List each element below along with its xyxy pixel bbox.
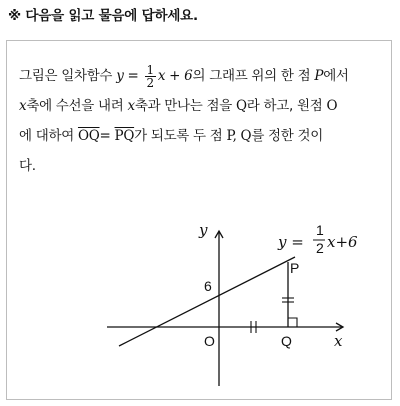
- graph-equation-denominator: 2: [316, 240, 324, 256]
- point-q-label: Q: [281, 333, 292, 349]
- x-variable: x: [19, 98, 27, 114]
- point-p-symbol: P: [314, 68, 324, 84]
- problem-text-segment: 에서: [323, 68, 349, 84]
- segment-pq: $\overline{PQ}$: [114, 128, 135, 144]
- x-variable: x: [127, 98, 135, 114]
- points-pq-symbol: P, Q: [226, 128, 252, 144]
- problem-panel: [6, 40, 392, 400]
- equals-sign: =: [99, 128, 111, 144]
- instruction-text: ※ 다음을 읽고 물음에 답하세요.: [8, 8, 198, 24]
- graph-equation-lhs: y =: [278, 233, 304, 251]
- point-q-symbol: Q: [236, 98, 247, 114]
- problem-text-segment: 그림은 일차함수: [19, 68, 113, 84]
- graph-figure: [7, 41, 393, 401]
- fraction-numerator: 1: [146, 62, 154, 77]
- graph-equation-rhs: x+6: [327, 233, 358, 251]
- problem-text-segment: 에 대하여: [19, 128, 74, 144]
- problem-text-segment: 라 하고, 원점: [246, 98, 323, 114]
- problem-text-segment: 를 정한 것이: [251, 128, 324, 144]
- problem-text-segment: 축과 만나는 점을: [134, 98, 232, 114]
- y-intercept-label: 6: [204, 278, 212, 294]
- right-angle-mark: [288, 318, 297, 327]
- origin-symbol: O: [326, 98, 338, 114]
- x-axis-label: x: [334, 332, 343, 350]
- segment-oq: $\overline{OQ}$: [77, 128, 100, 144]
- fraction-denominator: 2: [146, 75, 154, 90]
- y-axis-label: y: [199, 221, 208, 239]
- origin-label: O: [204, 333, 215, 349]
- equation-rhs: x + 6: [157, 68, 193, 84]
- graph-equation-numerator: 1: [316, 222, 324, 238]
- problem-text-segment: 가 되도록 두 점: [134, 128, 223, 144]
- equation-lhs: y =: [116, 68, 139, 84]
- problem-text-segment: 축에 수선을 내려: [26, 98, 124, 114]
- point-p-label: P: [290, 260, 300, 276]
- problem-text-segment: 다.: [19, 158, 36, 174]
- problem-text-segment: 의 그래프 위의 한 점: [192, 68, 311, 84]
